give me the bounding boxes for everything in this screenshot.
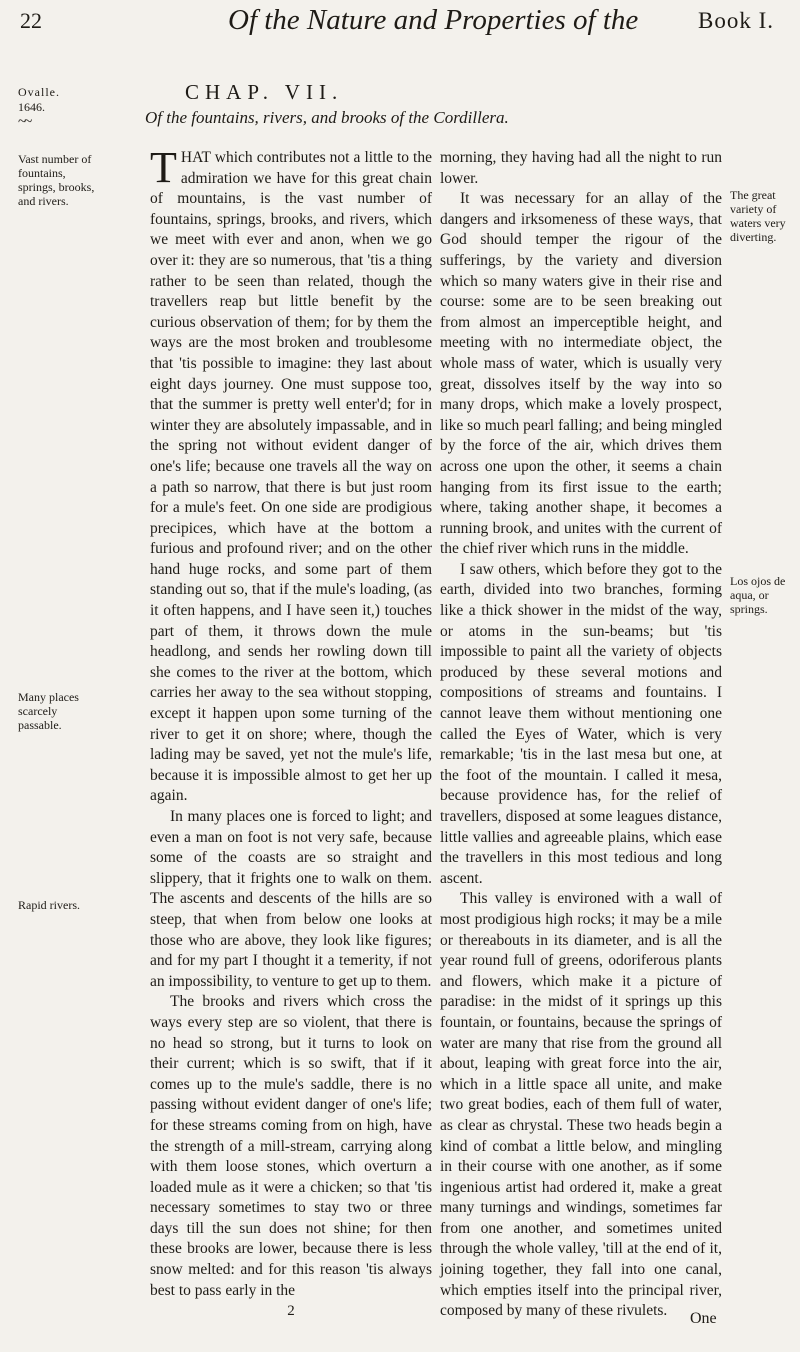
left-paragraph-1-text: HAT which contributes not a little to the admiration we have for this great chain of mountains, is the vast number of fountains, springs, brooks, and rivers, which we meet with ever and anon, when we go over it: they are so numerous, that 'tis a thing rather to be seen than related, though the travellers reap but little benefit by the curious observation of them; for by them the ways are the most broken and troublesome that 'tis possible to imagine: they last about eight days journey. One must suppose too, that the summer is pretty well enter'd; for in winter they are absolutely impassable, and in the spring not without evident danger of one's life; because one travels all the way on a path so narrow, that there is but just room for a mule's feet. On one side are prodigious precipices, which have at the bottom a furious and profound river; and on the other hand huge rocks, and some part of them standing out so, that if the mule's loading, (as it often happens, and I have seen it,) touches part of them, it throws down the mule headlong, and sends her rowling down till she comes to the river at the bottom, which carries her away to the sea without stopping, except it happen upon some turning of the river to get it on shore; where, though the lading may be saved, yet not the mule's life, because it is impossible almost to get her up again. <box>150 149 432 805</box>
margin-note-rapid-rivers: Rapid rivers. <box>18 898 80 912</box>
right-paragraph-3: I saw others, which before they got to the earth, divided into two branches, forming like a thick shower in the midst of the way, or atoms in the sun-beams; but 'tis impossible to paint all the variety of objects produced by these several motions and compositions of streams and fountains. I cannot leave them without mentioning one called the Eyes of Water, which is very remarkable; 'tis in the last mesa but one, at the foot of the mountain. I called it mesa, because providence has, for the relief of travellers, disposed at some leagues distance, little vallies and agreeable plains, which ease the travellers in this most tedious and long ascent. <box>440 560 722 887</box>
catchword: One <box>690 1310 717 1327</box>
left-paragraph-3: The brooks and rivers which cross the ways every step are so violent, that there is no head so strong, but it turns to look on their current; which is so swift, that if it comes up to the mule's saddle, there is no passing without evident danger of one's life; for these streams coming from on high, have the strength of a mill-stream, carrying along with them loose stones, which overturn a loaded mule as it were a chicken; so that 'tis necessary sometimes to stay two or three days till the sun does not shine; for then these brooks are lower, because there is less snow melted: and for this reason 'tis always best to pass early in the <box>150 993 432 1299</box>
page-number: 22 <box>20 8 42 33</box>
chapter-heading: CHAP. VII. <box>185 80 344 104</box>
margin-note-los-ojos: Los ojos de aqua, or springs. <box>730 574 786 616</box>
left-paragraph-2: In many places one is forced to light; and even a man on foot is not very safe, because some of the coasts are so straight and slippery, that it frights one to walk on them. The ascents and descents of the hills are so steep, that when from below one looks at those who are above, they look like figures; and for my part I thought it a temerity, if not an impossibility, to venture to get up to them. <box>150 808 432 990</box>
running-head-book: Book I. <box>698 8 774 33</box>
side-date-ornament: ~~ <box>18 114 31 130</box>
side-date <box>18 85 60 130</box>
margin-note-vast-number: Vast number of fountains, springs, brooks, and rivers. <box>18 152 95 208</box>
right-paragraph-4: This valley is environed with a wall of most prodigious high rocks; it may be a mile or thereabouts in its diameter, and is all the year round full of greens, odoriferous plants and flowers, which make it a picture of paradise: in the midst of it springs up this fountain, or fountains, because the springs of water are many that rise from the ground all about, leaping with great force into the air, which in a little space all unite, and make two great bodies, each of them full of water, as clear as chrystal. These two heads begin a kind of combat a little below, and mingling in their course with one another, as if some ingenious artist had ordered it, make a great many turnings and windings, sometimes far from one another, and sometimes united through the whole valley, 'till at the end of it, joining together, they fall into one canal, which empties itself into the principal river, composed by many of these rivulets. <box>440 890 722 1320</box>
left-column <box>150 143 432 1322</box>
signature-mark: 2 <box>287 1303 295 1320</box>
margin-note-great-variety: The great variety of waters very diverting. <box>730 188 786 244</box>
left-paragraph-1 <box>150 143 432 807</box>
margin-note-many-places: Many places scarcely passable. <box>18 690 79 732</box>
running-head-title: Of the Nature and Properties of the <box>228 4 639 36</box>
side-date-author: Ovalle. <box>18 85 60 99</box>
chapter-subtitle: Of the fountains, rivers, and brooks of the Cordillera. <box>145 108 509 127</box>
right-column <box>440 148 722 1322</box>
drop-cap: T <box>150 143 177 192</box>
right-paragraph-2: It was necessary for an allay of the dangers and irksomeness of these ways, that God should temper the rigour of the sufferings, by the variety and diversion which so many waters give in their rise and course: some are to be seen breaking out from almost an imperceptible height, and meeting with no intermediate object, the whole mass of water, which is usually very great, dissolves itself by the way into so many drops, which make a lovely prospect, like so much pearl falling; and being mingled by the force of the air, which drives them across one upon the other, it seems a chain hanging from its first issue to the earth; where, taking another shape, it becomes a running brook, and unites with the current of the chief river which runs in the middle. <box>440 190 722 558</box>
right-paragraph-1: morning, they having had all the night to run lower. <box>440 149 722 187</box>
side-date-year: 1646. <box>18 100 45 114</box>
